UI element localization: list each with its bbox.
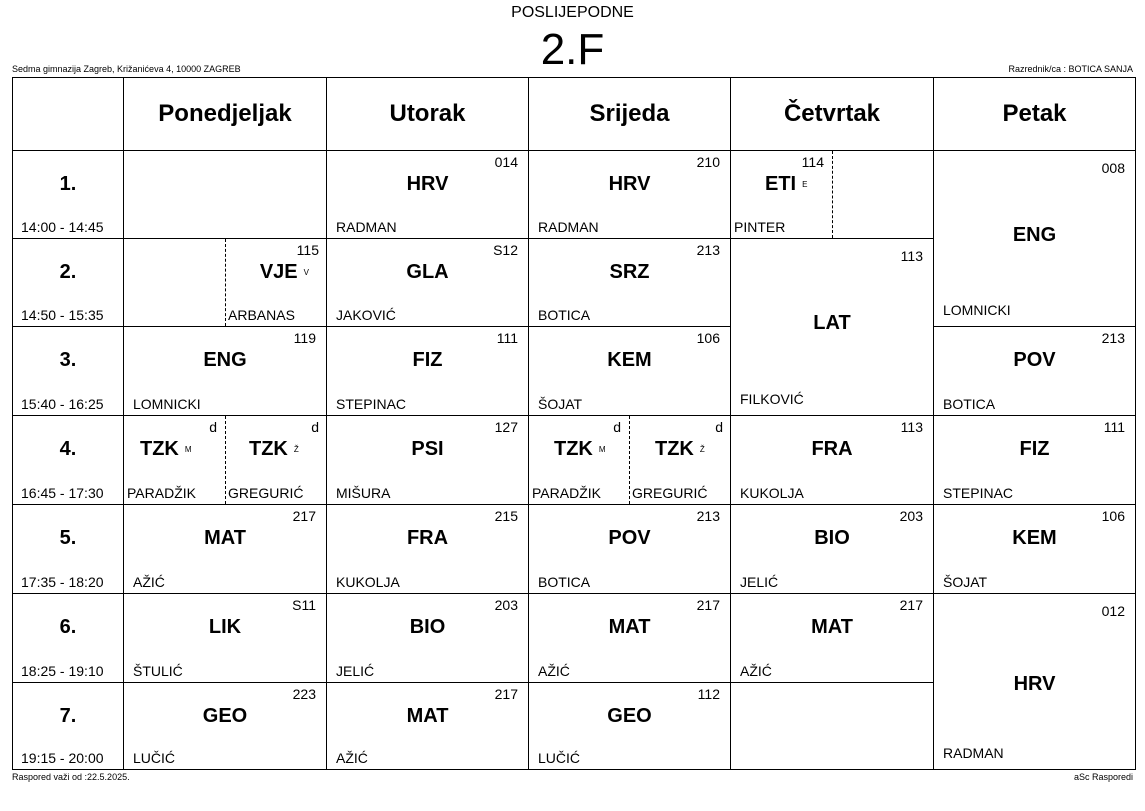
- room-number: 111: [496, 330, 518, 346]
- teacher-name: AŽIĆ: [740, 663, 772, 679]
- teacher-name: BOTICA: [538, 307, 591, 323]
- period-cell: [13, 505, 124, 594]
- subject-code: ENG: [203, 349, 247, 371]
- subject-code: LIK: [208, 616, 242, 638]
- day-header-friday: Petak: [934, 78, 1136, 151]
- lesson-cell-double: [934, 594, 1136, 770]
- teacher-name: BOTICA: [538, 574, 591, 590]
- room-number: 119: [293, 330, 316, 346]
- teacher-name: JELIĆ: [336, 663, 375, 679]
- period-time: 14:50 - 15:35: [21, 307, 104, 323]
- lesson-cell-double: [934, 151, 1136, 327]
- subject-code: KEM: [1012, 527, 1057, 549]
- teacher-name: AŽIĆ: [538, 663, 570, 679]
- subject-code: TZK Ž: [655, 438, 705, 460]
- period-number: 5.: [59, 527, 77, 549]
- period-time: 15:40 - 16:25: [21, 396, 104, 412]
- room-number: 217: [696, 597, 720, 613]
- lesson-cell: [731, 151, 934, 239]
- teacher-name: PINTER: [734, 219, 786, 235]
- teacher-name: LOMNICKI: [133, 396, 201, 412]
- lesson-cell: [529, 151, 731, 239]
- period-time: 17:35 - 18:20: [21, 574, 104, 590]
- teacher-name: BOTICA: [943, 396, 996, 412]
- teacher-name: ŠOJAT: [538, 396, 583, 412]
- subject-code: FIZ: [412, 349, 443, 371]
- lesson-cell: [124, 239, 327, 327]
- day-header-tuesday: Utorak: [327, 78, 529, 151]
- lesson-cell: [529, 505, 731, 594]
- period-cell: [13, 327, 124, 416]
- teacher-name: ŠOJAT: [943, 574, 988, 590]
- subject-code: FRA: [811, 438, 853, 460]
- lesson-cell-double: [731, 239, 934, 416]
- room-number: 223: [292, 686, 316, 702]
- room-number: S11: [292, 597, 316, 613]
- room-number: 115: [296, 242, 319, 258]
- period-cell: [13, 594, 124, 683]
- period-number: 3.: [59, 349, 77, 371]
- room-number: 217: [899, 597, 923, 613]
- period-number: 4.: [59, 438, 77, 460]
- subject-code: HRV: [1013, 673, 1056, 695]
- valid-from-note: Raspored važi od :22.5.2025.: [12, 772, 130, 782]
- lesson-cell: [124, 594, 327, 683]
- teacher-name: AŽIĆ: [336, 750, 368, 766]
- subject-code: HRV: [406, 173, 449, 195]
- day-header-monday: Ponedjeljak: [124, 78, 327, 151]
- subject-code: FRA: [406, 527, 449, 549]
- group-marker: V: [303, 268, 309, 278]
- lesson-cell: [124, 416, 327, 505]
- lesson-split: [629, 416, 731, 504]
- subject-code: TZK M: [554, 438, 606, 460]
- group-marker: M: [184, 445, 192, 455]
- timetable-grid: [12, 77, 1136, 770]
- day-header-thursday: Četvrtak: [731, 78, 934, 151]
- subject-code: TZK Ž: [249, 438, 299, 460]
- teacher-name: ŠTULIĆ: [133, 663, 183, 679]
- group-marker: M: [598, 445, 606, 455]
- teacher-name: ARBANAS: [228, 307, 295, 323]
- lesson-split: [225, 239, 327, 326]
- lesson-cell: [124, 327, 327, 416]
- room-number: 127: [494, 419, 518, 435]
- teacher-name: FILKOVIĆ: [740, 391, 804, 407]
- lesson-cell: [327, 594, 529, 683]
- teacher-name: GREGURIĆ: [228, 485, 304, 501]
- lesson-cell: [731, 416, 934, 505]
- teacher-name: STEPINAC: [336, 396, 407, 412]
- lesson-cell: [934, 505, 1136, 594]
- teacher-name: GREGURIĆ: [632, 485, 708, 501]
- lesson-cell: [124, 505, 327, 594]
- lesson-cell: [934, 327, 1136, 416]
- subject-code: FIZ: [1019, 438, 1050, 460]
- period-time: 16:45 - 17:30: [21, 485, 104, 501]
- lesson-cell: [327, 151, 529, 239]
- lesson-split-empty: [124, 239, 226, 326]
- lesson-split: [124, 416, 226, 504]
- group-marker: Ž: [699, 445, 705, 455]
- subject-code: MAT: [406, 705, 449, 727]
- subject-code: ETI E: [765, 173, 808, 195]
- room-number: 213: [696, 242, 720, 258]
- room-number: 213: [1101, 330, 1125, 346]
- subject-code: MAT: [811, 616, 853, 638]
- teacher-name: PARADŽIK: [127, 485, 196, 501]
- period-number: 1.: [59, 173, 77, 195]
- subject-code: GEO: [607, 705, 652, 727]
- teacher-name: LUČIĆ: [133, 750, 176, 766]
- lesson-cell: [529, 239, 731, 327]
- period-time: 19:15 - 20:00: [21, 750, 104, 766]
- period-time: 18:25 - 19:10: [21, 663, 104, 679]
- room-number: S12: [493, 242, 518, 258]
- subject-code: MAT: [608, 616, 651, 638]
- period-number: 6.: [59, 616, 77, 638]
- lesson-split: [529, 416, 630, 504]
- lesson-cell-empty: [124, 151, 327, 239]
- school-address: Sedma gimnazija Zagreb, Križanićeva 4, 10000 ZAGREB: [12, 64, 241, 74]
- room-number: 113: [900, 248, 923, 264]
- room-number: 203: [899, 508, 923, 524]
- subject-code: MAT: [204, 527, 246, 549]
- room-number: 113: [900, 419, 923, 435]
- room-number: d: [613, 419, 621, 435]
- lesson-cell-empty: [731, 683, 934, 770]
- lesson-cell: [327, 416, 529, 505]
- lesson-cell: [529, 327, 731, 416]
- subject-code: ENG: [1012, 224, 1057, 246]
- subject-code: VJE V: [259, 261, 309, 283]
- homeroom-teacher: Razrednik/ca : BOTICA SANJA: [1008, 64, 1133, 74]
- group-marker: E: [802, 180, 808, 190]
- subject-code: GLA: [406, 261, 449, 283]
- lesson-cell: [124, 683, 327, 770]
- room-number: 014: [494, 154, 518, 170]
- period-number: 7.: [59, 705, 77, 727]
- timetable-shift-label: POSLIJEPODNE: [511, 4, 634, 21]
- room-number: 210: [696, 154, 720, 170]
- room-number: d: [311, 419, 319, 435]
- room-number: 217: [494, 686, 518, 702]
- software-brand: aSc Rasporedi: [1073, 772, 1133, 782]
- teacher-name: KUKOLJA: [336, 574, 400, 590]
- lesson-cell: [327, 505, 529, 594]
- room-number: d: [715, 419, 723, 435]
- room-number: 215: [494, 508, 518, 524]
- lesson-cell: [529, 594, 731, 683]
- subject-code: KEM: [607, 349, 652, 371]
- class-name-title: 2.F: [540, 25, 605, 74]
- teacher-name: PARADŽIK: [532, 485, 601, 501]
- teacher-name: RADMAN: [943, 745, 1004, 761]
- teacher-name: RADMAN: [538, 219, 599, 235]
- room-number: 203: [494, 597, 518, 613]
- group-marker: Ž: [293, 445, 299, 455]
- lesson-cell: [327, 327, 529, 416]
- teacher-name: STEPINAC: [943, 485, 1014, 501]
- room-number: 106: [1101, 508, 1125, 524]
- subject-code: POV: [608, 527, 651, 549]
- room-number: d: [209, 419, 217, 435]
- lesson-cell: [529, 416, 731, 505]
- room-number: 112: [697, 686, 720, 702]
- teacher-name: JELIĆ: [740, 574, 779, 590]
- lesson-split: [225, 416, 327, 504]
- period-time: 14:00 - 14:45: [21, 219, 104, 235]
- lesson-cell: [529, 683, 731, 770]
- lesson-cell: [934, 416, 1136, 505]
- subject-code: HRV: [608, 173, 651, 195]
- period-cell: [13, 683, 124, 770]
- room-number: 008: [1101, 160, 1125, 176]
- room-number: 213: [696, 508, 720, 524]
- subject-code: PSI: [411, 438, 444, 460]
- subject-code: SRZ: [609, 261, 650, 283]
- teacher-name: RADMAN: [336, 219, 397, 235]
- subject-code: LAT: [813, 312, 851, 334]
- corner-cell: [13, 78, 124, 151]
- lesson-cell: [731, 594, 934, 683]
- room-number: 217: [292, 508, 316, 524]
- subject-code: POV: [1013, 349, 1056, 371]
- period-cell: [13, 151, 124, 239]
- teacher-name: LOMNICKI: [943, 302, 1011, 318]
- room-number: 012: [1101, 603, 1125, 619]
- teacher-name: MIŠURA: [336, 485, 391, 501]
- day-header-wednesday: Srijeda: [529, 78, 731, 151]
- teacher-name: AŽIĆ: [133, 574, 165, 590]
- lesson-split: [731, 151, 833, 238]
- teacher-name: JAKOVIĆ: [336, 307, 396, 323]
- lesson-cell: [327, 683, 529, 770]
- subject-code: GEO: [202, 705, 248, 727]
- room-number: 111: [1103, 419, 1125, 435]
- period-cell: [13, 416, 124, 505]
- room-number: 114: [801, 154, 824, 170]
- room-number: 106: [696, 330, 720, 346]
- lesson-cell: [731, 505, 934, 594]
- subject-code: BIO: [409, 616, 446, 638]
- period-cell: [13, 239, 124, 327]
- teacher-name: LUČIĆ: [538, 750, 581, 766]
- lesson-cell: [327, 239, 529, 327]
- period-number: 2.: [59, 261, 77, 283]
- subject-code: TZK M: [140, 438, 192, 460]
- teacher-name: KUKOLJA: [740, 485, 804, 501]
- subject-code: BIO: [814, 527, 850, 549]
